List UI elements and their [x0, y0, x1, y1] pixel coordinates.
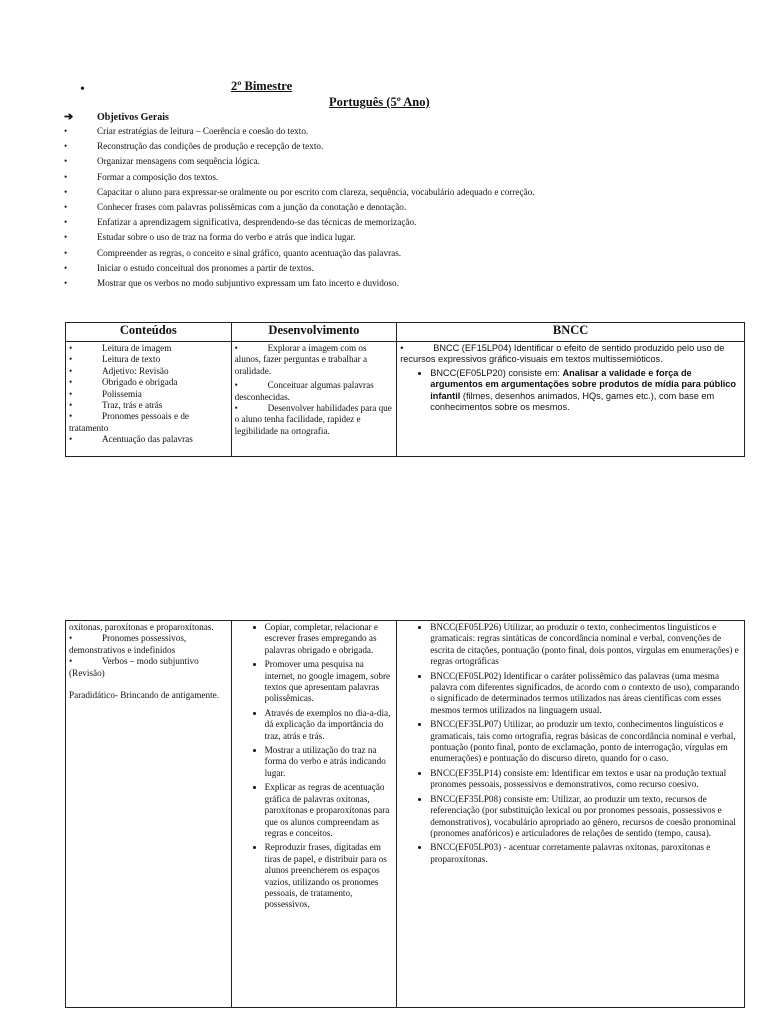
desenvolvimento-cell	[231, 621, 397, 1008]
list-item: • Capacitar o aluno para expressar-se oralmente ou por escrito com clareza, sequência, vocabulário adequado e correção.	[64, 186, 535, 197]
list-item: • Estudar sobre o uso de traz na forma do verbo e atrás que indica lugar.	[64, 232, 356, 243]
list-item: • Traz, trás e atrás	[69, 400, 163, 411]
list-item: • Através de exemplos no dia-a-dia, dá explicação da importância do traz, atrás e trás.	[265, 708, 394, 742]
list-item: • Explorar a imagem com os alunos, fazer perguntas e trabalhar a oralidade.	[234, 343, 368, 376]
list-item: oxítonas, paroxítonas e proparoxítonas.	[69, 622, 214, 632]
list-item: • Mostrar que os verbos no modo subjuntivo expressam um fato incerto e duvidoso.	[64, 277, 399, 288]
desenvolvimento-cell	[231, 342, 397, 457]
list-item: • BNCC(EF35LP08) consiste em: Utilizar, ao produzir um texto, recursos de referenciação (por substituição lexical ou por pronomes pessoais, possessivos e demonstrativos), vocabulário apropriado ao gênero, recursos de coesão pronominal (pronomes anafóricos) e articuladores de relações de sentido (tempo, causa).	[430, 794, 741, 840]
list-item: • Reconstrução das condições de produção e recepção de texto.	[64, 141, 324, 152]
list-item: • BNCC(EF05LP26) Utilizar, ao produzir o texto, conhecimentos linguísticos e gramaticais: regras sintáticas de concordância nominal e verbal, convenções de escrita de citações, pontuação (ponto final, dois pontos, vírgulas em enumerações) e regras ortográficas	[430, 622, 741, 668]
column-header-bncc: BNCC	[397, 323, 745, 342]
objectives-heading	[64, 110, 169, 123]
list-item: • Compreender as regras, o conceito e sinal gráfico, quanto acentuação das palavras.	[64, 247, 402, 258]
list-item: • Organizar mensagens com sequência lógica.	[64, 156, 260, 167]
arrow-right-icon: ➔	[64, 111, 74, 123]
page-subtitle: Português (5º Ano)	[329, 95, 430, 109]
header-bullet: •	[80, 82, 85, 97]
objectives-list	[64, 124, 754, 291]
page-title: 2º Bimestre	[231, 79, 293, 93]
list-item: • Polissemia	[69, 388, 142, 399]
bncc-cell	[397, 342, 745, 457]
list-item: • Verbos – modo subjuntivo (Revisão)	[69, 656, 199, 678]
list-item: • Acentuação das palavras	[69, 434, 193, 445]
content-table-page1	[65, 322, 745, 457]
list-item: • Pronomes pessoais e de tratamento	[69, 411, 190, 433]
list-item: • Enfatizar a aprendizagem significativa, desprendendo-se das técnicas de memorização.	[64, 217, 417, 228]
paradidatico-text: Paradidático- Brincando de antigamente.	[69, 690, 220, 701]
list-item: • Explicar as regras de acentuação gráfica de palavras oxítonas, paroxítonas e proparoxítonas para que os alunos compreendam as regras e conceitos.	[265, 782, 394, 839]
list-item: • Formar a composição dos textos.	[64, 171, 219, 182]
content-table-page2	[65, 620, 745, 1008]
conteudos-cell	[66, 342, 232, 457]
list-item: • BNCC(EF05LP20) consiste em: Analisar a validade e força de argumentos em argumentações sobre produtos de mídia para público infantil (filmes, desenhos animados, HQs, games etc.), com base em conhecimentos sobre os mesmos.	[430, 368, 741, 414]
list-item: • Criar estratégias de leitura – Coerência e coesão do texto.	[64, 126, 309, 136]
list-item: • Conceituar algumas palavras desconhecidas.	[234, 380, 374, 402]
list-item: • Desenvolver habilidades para que o aluno tenha facilidade, rapidez e legibilidade na ortografia.	[234, 403, 392, 436]
bncc-sublist	[400, 368, 741, 414]
list-item: • BNCC(EF35LP07) Utilizar, ao produzir um texto, conhecimentos linguísticos e gramaticais, tais como ortografia, regras básicas de concordância nominal e verbal, pontuação (ponto final, ponto de exclamação, ponto de interrogação, vírgulas em enumerações) e pontuação do discurso direto, quando for o caso.	[430, 719, 741, 765]
column-header-conteudos: Conteúdos	[66, 323, 232, 342]
list-item: • Leitura de texto	[69, 354, 161, 365]
list-item: • Conhecer frases com palavras polissêmicas com a junção da conotação e denotação.	[64, 201, 407, 212]
list-item: • Pronomes possessivos, demonstrativos e indefinidos	[69, 633, 187, 655]
objectives-heading-label: Objetivos Gerais	[97, 112, 169, 123]
conteudos-cell	[66, 621, 232, 1008]
list-item: • BNCC(EF35LP14) consiste em: Identificar em textos e usar na produção textual pronomes pessoais, possessivos e demonstrativos, como recurso coesivo.	[430, 768, 741, 791]
list-item: • Promover uma pesquisa na internet, no google imagem, sobre textos que apresentam palavras polissêmicas.	[265, 659, 394, 705]
desenvolvimento-list	[235, 622, 394, 911]
list-item: • Adjetivo: Revisão	[69, 365, 169, 376]
list-item: • BNCC (EF15LP04) Identificar o efeito de sentido produzido pelo uso de recursos expressivos gráfico-visuais em textos multissemióticos.	[400, 343, 725, 365]
bncc-cell	[397, 621, 745, 1008]
list-item: • Mostrar a utilização do traz na forma do verbo e atrás indicando lugar.	[265, 745, 394, 779]
list-item: • Copiar, completar, relacionar e escrever frases empregando as palavras obrigado e obrigada.	[265, 622, 394, 656]
list-item: • BNCC(EF05LP02) Identificar o caráter polissêmico das palavras (uma mesma palavra com diferentes significados, de acordo com o contexto de uso), comparando o significado de determinados termos utilizados nas áreas científicas com esses mesmos termos utilizados na linguagem usual.	[430, 671, 741, 717]
list-item: • Leitura de imagem	[69, 343, 172, 353]
list-item: • BNCC(EF05LP03) - acentuar corretamente palavras oxítonas, paroxítonas e proparoxítonas.	[430, 842, 741, 865]
column-header-desenvolvimento: Desenvolvimento	[231, 323, 397, 342]
bncc-list	[400, 622, 741, 865]
list-item: • Iniciar o estudo conceitual dos pronomes a partir de textos.	[64, 262, 314, 273]
list-item: • Obrigado e obrigada	[69, 377, 178, 388]
list-item: • Reproduzir frases, digitadas em tiras de papel, e distribuir para os alunos preencherem os espaços vazios, utilizando os pronomes pessoais, de tratamento, possessivos,	[265, 842, 394, 910]
